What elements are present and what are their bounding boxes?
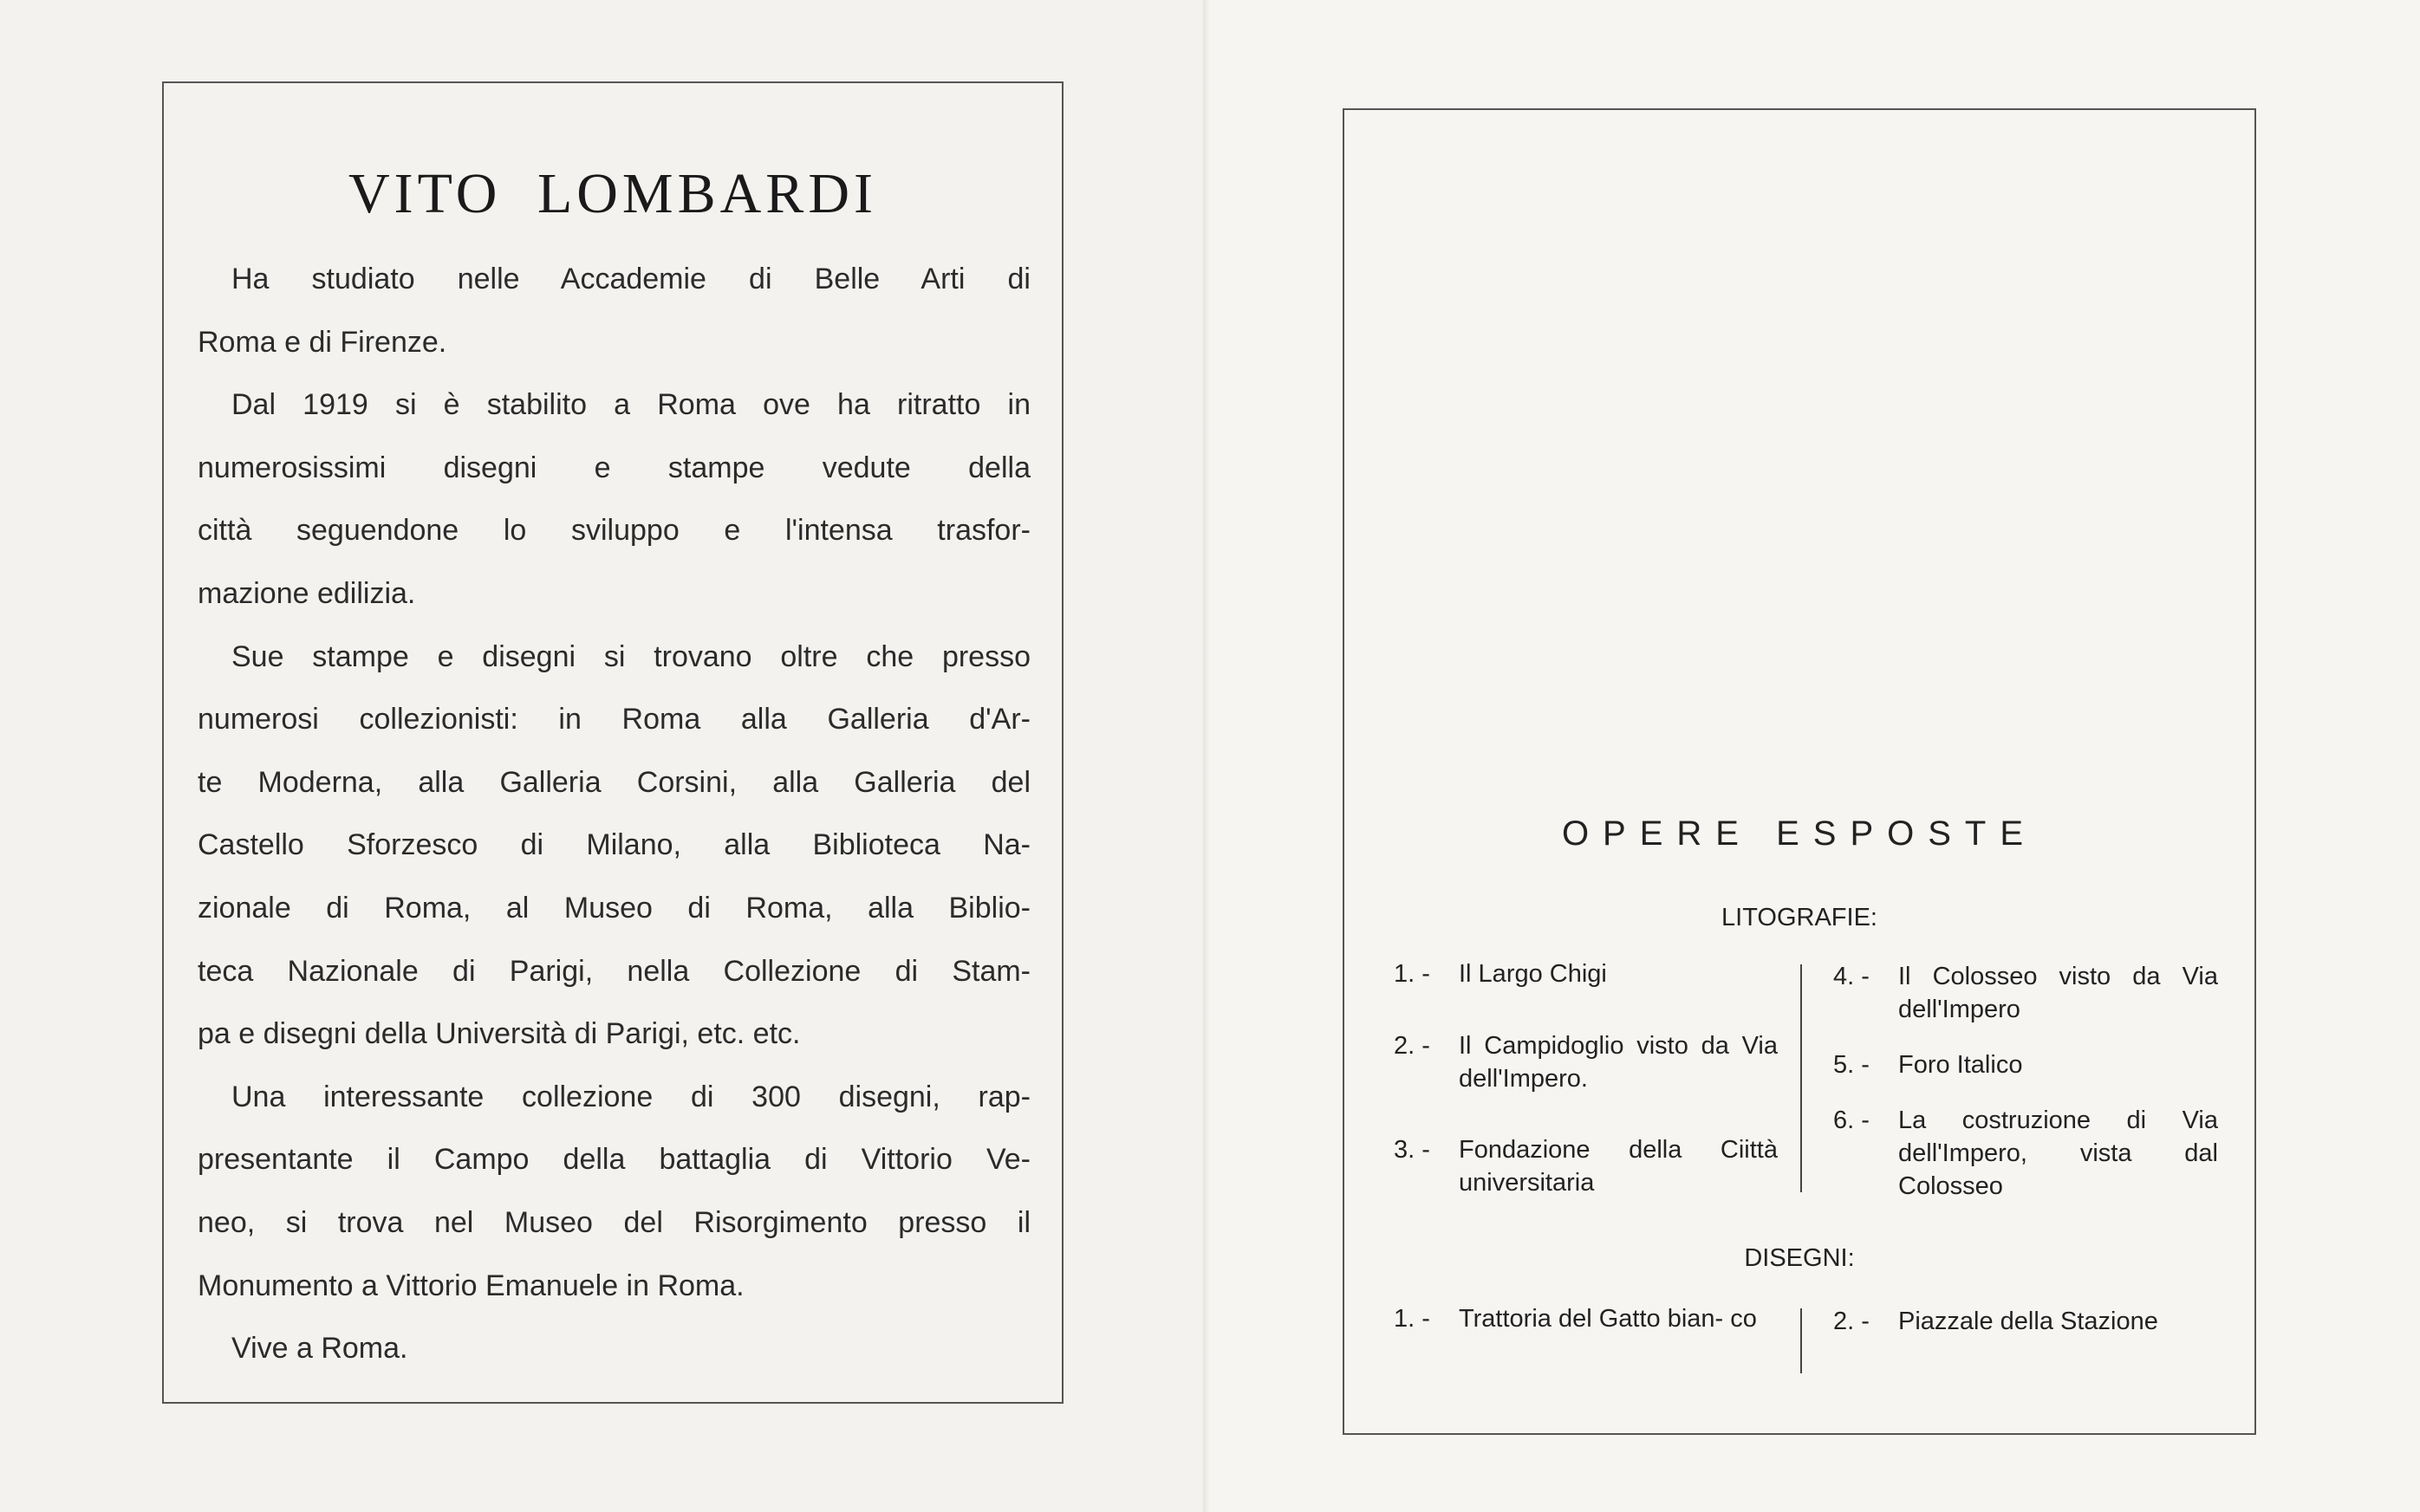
works-frame bbox=[1343, 108, 2256, 1435]
biography-line: mazione edilizia. bbox=[198, 576, 416, 610]
biography-line: città seguendone lo sviluppo e l'intensa trasfor- bbox=[198, 514, 1031, 548]
litografia-item-1 bbox=[1394, 957, 1778, 990]
biography-line: presentante il Campo della battaglia di Vittorio Ve- bbox=[198, 1143, 1031, 1177]
item-number: 1. - bbox=[1394, 960, 1430, 988]
litografie-label: LITOGRAFIE: bbox=[1721, 904, 1877, 931]
disegno-item-1 bbox=[1394, 1302, 1778, 1335]
item-number: 2. - bbox=[1394, 1032, 1430, 1060]
disegni-label: DISEGNI: bbox=[1744, 1244, 1855, 1272]
litografia-item-4 bbox=[1833, 960, 2218, 1026]
column-divider bbox=[1800, 1308, 1802, 1373]
item-number: 1. - bbox=[1394, 1305, 1430, 1333]
item-number: 6. - bbox=[1833, 1106, 1870, 1134]
biography-line: numerosi collezionisti: in Roma alla Galleria d'Ar- bbox=[198, 703, 1031, 737]
biography-line: pa e disegni della Università di Parigi, etc. etc. bbox=[198, 1017, 801, 1051]
item-title: La costruzione di Via dell'Impero, vista dal Colosseo bbox=[1898, 1106, 2218, 1200]
biography-line: zionale di Roma, al Museo di Roma, alla Biblio- bbox=[198, 891, 1031, 925]
biography-line: Monumento a Vittorio Emanuele in Roma. bbox=[198, 1269, 745, 1302]
column-divider bbox=[1800, 964, 1802, 1192]
works-heading: OPERE ESPOSTE bbox=[1561, 814, 2038, 853]
biography-text bbox=[198, 248, 1031, 1380]
item-title: Il Campidoglio visto da Via dell'Impero. bbox=[1459, 1032, 1778, 1093]
item-title: Piazzale della Stazione bbox=[1898, 1308, 2158, 1335]
item-title: Fondazione della Ciittà universitaria bbox=[1459, 1136, 1778, 1197]
disegno-item-2 bbox=[1833, 1305, 2241, 1338]
biography-line: Vive a Roma. bbox=[231, 1332, 408, 1366]
item-title: Trattoria del Gatto bian- co bbox=[1459, 1305, 1757, 1333]
biography-line: Roma e di Firenze. bbox=[198, 325, 447, 359]
item-title: Foro Italico bbox=[1898, 1051, 2023, 1079]
biography-line: Una interessante collezione di 300 disegni, rap- bbox=[231, 1080, 1031, 1113]
biography-line: Castello Sforzesco di Milano, alla Biblioteca Na- bbox=[198, 828, 1031, 862]
biography-line: neo, si trova nel Museo del Risorgimento presso il bbox=[198, 1205, 1031, 1239]
biography-line: te Moderna, alla Galleria Corsini, alla Galleria del bbox=[198, 765, 1031, 799]
item-number: 2. - bbox=[1833, 1308, 1870, 1335]
litografia-item-2 bbox=[1394, 1029, 1778, 1095]
artist-name-title: VITO LOMBARDI bbox=[348, 162, 877, 225]
biography-line: numerosissimi disegni e stampe vedute della bbox=[198, 451, 1031, 484]
biography-line: Sue stampe e disegni si trovano oltre che presso bbox=[231, 639, 1031, 673]
item-number: 3. - bbox=[1394, 1136, 1430, 1164]
biography-line: Ha studiato nelle Accademie di Belle Arti di bbox=[231, 263, 1031, 295]
item-number: 4. - bbox=[1833, 963, 1870, 990]
biography-line: Dal 1919 si è stabilito a Roma ove ha ritratto in bbox=[231, 388, 1031, 422]
litografia-item-3 bbox=[1394, 1133, 1778, 1199]
biography-line: teca Nazionale di Parigi, nella Collezione di Stam- bbox=[198, 954, 1031, 988]
book-gutter bbox=[1203, 0, 1210, 1512]
litografia-item-6 bbox=[1833, 1104, 2218, 1203]
litografia-item-5 bbox=[1833, 1048, 2218, 1081]
item-title: Il Colosseo visto da Via dell'Impero bbox=[1898, 963, 2218, 1023]
item-title: Il Largo Chigi bbox=[1459, 960, 1607, 988]
item-number: 5. - bbox=[1833, 1051, 1870, 1079]
